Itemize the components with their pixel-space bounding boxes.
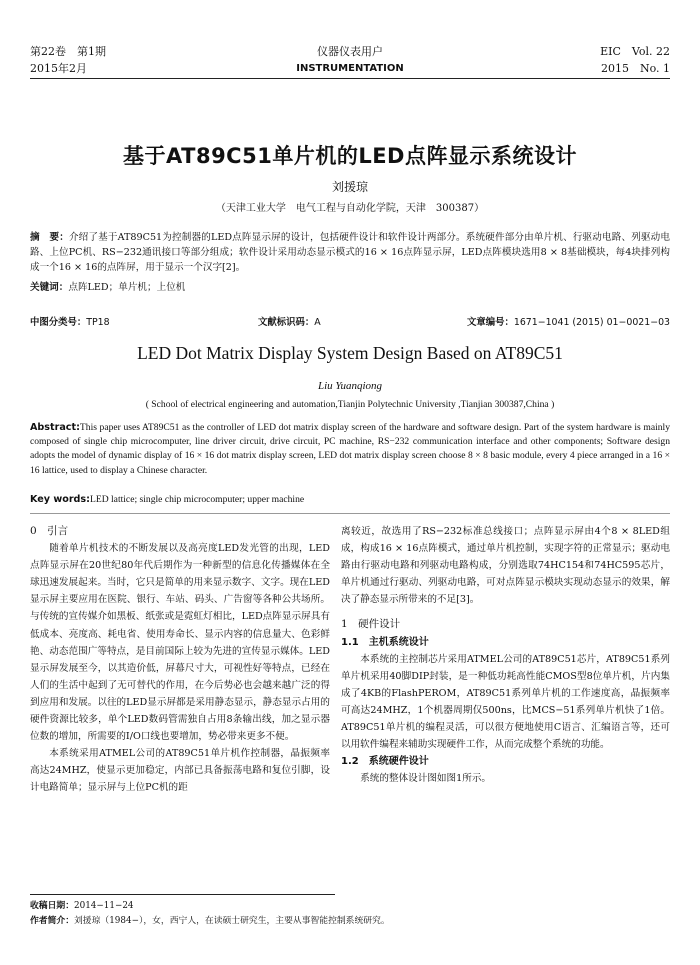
author-bio [30, 914, 670, 928]
journal-volume-issue: 第22卷 第1期 [30, 45, 106, 58]
header-rule [30, 78, 670, 79]
author-bio-text: 刘援琼（1984−），女，西宁人，在读硕士研究生，主要从事智能控制系统研究。 [74, 916, 390, 926]
article-number-value: 1671−1041 (2015) 01−0021−03 [513, 317, 670, 328]
abstract-en-label: Abstract: [30, 422, 80, 433]
journal-name-cn: 仪器仪表用户 [317, 45, 383, 58]
keywords-en-text: LED lattice; single chip microcomputer; upper machine [89, 494, 305, 505]
subsection-1-2-heading: 1.2 系统硬件设计 [341, 756, 429, 768]
keywords-cn-text: 点阵LED；单片机；上位机 [68, 282, 186, 293]
article-number-label: 文章编号： [466, 317, 514, 328]
journal-eic-volume: EIC Vol. 22 [600, 45, 670, 58]
section-1-heading: 1 硬件设计 [341, 618, 401, 631]
abstract-rule [30, 513, 670, 514]
paper-title-cn: 基于AT89C51单片机的LED点阵显示系统设计 [123, 144, 577, 168]
intro-paragraph-3: 离较近，故选用了RS−232标准总线接口；点阵显示屏由4个8 × 8LED组成，构成16 × 16点阵模式，通过单片机控制，实现字符的正常显示；驱动电路由行驱动电路和列驱动电路构成，分别选取74HC154和74HC595芯片，单片机通过行驱动、列驱动电路，可对点阵显示模块实现动态显示的效果，解决了静态显示所带来的不足[3]。 [341, 526, 670, 606]
right-column [341, 523, 670, 787]
abstract-en [30, 421, 670, 478]
abstract-cn [30, 230, 670, 275]
received-date [30, 899, 670, 913]
abstract-cn-label: 摘 要： [30, 232, 69, 243]
received-date-label: 收稿日期： [30, 901, 74, 911]
keywords-en [30, 493, 670, 507]
paper-title-en: LED Dot Matrix Display System Design Based on AT89C51 [137, 343, 563, 363]
keywords-cn-label: 关键词： [30, 282, 69, 293]
received-date-value: 2014−11−24 [74, 901, 134, 911]
author-name-en: Liu Yuanqiong [317, 380, 383, 392]
journal-name-en: INSTRUMENTATION [296, 63, 404, 74]
intro-paragraph-2: 本系统采用ATMEL公司的AT89C51单片机作控制器，晶振频率高达24MHZ，使显示更加稳定，内部已具备振荡电路和复位引脚，设计电路简单；显示屏与上位PC机的距 [30, 748, 330, 794]
section-0-heading: 0 引言 [30, 525, 69, 537]
intro-paragraph-1: 随着单片机技术的不断发展以及高亮度LED发光管的出现，LED点阵显示屏在20世纪80年代后期作为一种新型的信息化传播媒体在全球迅速发展起来。当时，它只是简单的用来显示数字、文字。现在LED显示屏主要应用在医院、银行、车站、码头、广告窗等各种公共场所。与传统的宣传媒介如黑板、纸张或是霓虹灯相比，LED点阵显示屏具有低成本、亮度高、耗电省、使用寿命长、显示内容的信息量大、色彩鲜艳、动态范围广等特点，是目前国际上较为先进的宣传显示媒体。LED显示屏发展至今，以其造价低，屏幕尺寸大，可视性好等特点，已经在人们的生活中起到了无可替代的作用，在今后势必也会越来越广泛的得到应用和发展。以往的LED显示屏都是采用静态显示，静态显示占用的硬件资源比较多，单个LED数码管需独自占用8条输出线，加之显示器位数的增加，所需要的I/O口线也要增加，势必带来更多不便。 [30, 543, 330, 743]
affiliation-en: ( School of electrical engineering and automation,Tianjin Polytechnic University ,Tianjian 300387,China ) [145, 399, 555, 410]
author-name-cn: 刘援琼 [331, 180, 368, 194]
subsection-1-1-heading: 1.1 主机系统设计 [341, 636, 429, 648]
affiliation-cn: （天津工业大学 电气工程与自动化学院，天津 300387） [215, 203, 485, 214]
journal-year-number: 2015 No. 1 [600, 62, 670, 75]
doc-code-value: A [314, 317, 321, 328]
footnote-rule [30, 894, 335, 895]
keywords-en-label: Key words: [30, 494, 90, 505]
hardware-design-paragraph: 系统的整体设计图如图1所示。 [360, 773, 492, 785]
doc-code-label: 文献标识码： [258, 317, 315, 328]
keywords-cn [30, 280, 670, 295]
clc-label: 中图分类号： [30, 317, 87, 328]
host-system-paragraph: 本系统的主控制芯片采用ATMEL公司的AT89C51芯片，AT89C51系列单片机采用40脚DIP封装，是一种低功耗高性能CMOS型8位单片机，片内集成了4KB的FlashPEROM，AT89C51系列单片机的工作速度高，晶振频率可高达24MHZ，1个机器周期仅500ns，比MCS−51系列单片机快了1倍。AT89C51单片机的编程灵活，可以很方便地使用C语言、汇编语言等，还可以用软件编程来辅助实现硬件工作，从而完成整个系统的功能。 [341, 653, 670, 751]
abstract-cn-text: 介绍了基于AT89C51为控制器的LED点阵显示屏的设计，包括硬件设计和软件设计两部分。系统硬件部分由单片机、行驱动电路、列驱动电路、上位PC机、RS−232通讯接口等部分组成；软件设计采用动态显示模式的16 × 16点阵显示屏，LED点阵模块选用8 × 8基础模块，每4块排列构成一个16 × 16的点阵屏，用于显示一个汉字[2]。 [30, 232, 671, 273]
clc-value: TP18 [86, 317, 110, 328]
journal-date: 2015年2月 [30, 62, 87, 75]
left-column [30, 523, 330, 797]
abstract-en-text: This paper uses AT89C51 as the controller of LED dot matrix display screen of the hardware and software design. Part of the system hardware is mainly composed of single chip microcomputer, line driver circuit, drive circuit, PC machine, RS−232 communication interface and other components; Software design adopts the model of dynamic display of 16 × 16 dot matrix display screen, LED dot matrix display screen choose 8 × 8 basic module, every 4 piece arranged in a 16 × 16 lattice, used to display a Chinese character. [30, 422, 670, 476]
author-bio-label: 作者简介： [30, 916, 74, 926]
